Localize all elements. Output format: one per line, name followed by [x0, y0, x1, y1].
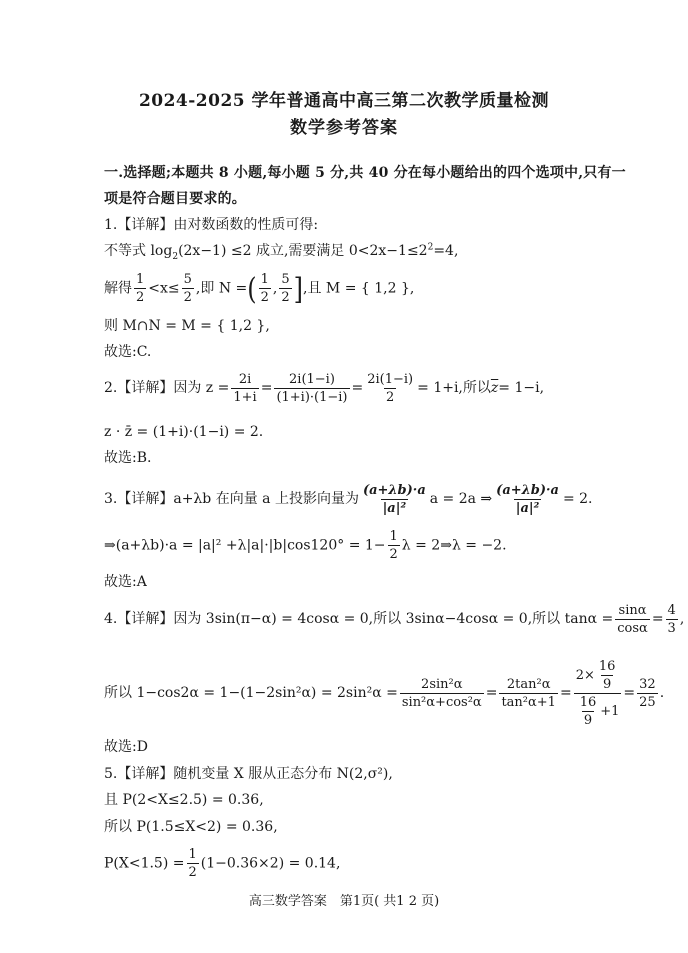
q3-frac1-n: (a+λb)·a: [362, 482, 426, 498]
q3-line2: [104, 528, 507, 563]
q2-tail-post: = 1−i,: [498, 380, 545, 396]
q3-line2-post: λ = 2⇒λ = −2.: [401, 537, 507, 554]
q1-line1: [104, 241, 458, 261]
q4-f2: [499, 676, 558, 711]
q4-tan-frac: [615, 602, 650, 637]
q1-solve-pre: 解得: [104, 280, 132, 297]
q4-result-d: 25: [639, 694, 656, 710]
q1-solve-post: ,且 M = { 1,2 },: [303, 280, 415, 297]
q1-int-lo-d: 2: [260, 290, 269, 305]
q2-tail-pre: = 1+i,所以: [417, 380, 491, 396]
q5-line2: 所以 P(1.5≤X<2) = 0.36,: [104, 819, 278, 835]
q3-frac2-d: |a|²: [515, 500, 540, 516]
q4-result-n: 32: [639, 676, 656, 692]
q4-f1-n: 2sin²α: [421, 676, 463, 692]
q3-frac2: [494, 482, 561, 517]
q4-answer: 故选:D: [104, 739, 148, 755]
q3-half: [388, 528, 400, 563]
page-footer: 高三数学答案 第1页( 共1 2 页): [248, 894, 440, 909]
q1-line1-mid: (2x−1) ≤2 成立,需要满足 0<2x−1≤2: [178, 243, 428, 259]
q4-f3-bot-d: 9: [583, 712, 593, 728]
q3-mid: a = 2a ⇒: [429, 491, 493, 507]
q2-label: 2.【详解】因为 z =: [104, 380, 230, 396]
q3-label: 3.【详解】a+λb 在向量 a 上投影向量为: [104, 491, 359, 507]
q5-line3-post: (1−0.36×2) = 0.14,: [200, 855, 341, 872]
q4-f2-d: tan²α+1: [501, 694, 556, 710]
q4-f3-top-d: 9: [603, 676, 612, 692]
q2-frac1-n: 2i: [238, 371, 252, 387]
q4-f3-d: [574, 693, 622, 729]
q3-frac2-n: (a+λb)·a: [496, 482, 559, 498]
q1-int-hi-d: 2: [281, 290, 290, 305]
q1-frac-half: [134, 271, 146, 306]
q3-half-d: 2: [389, 547, 398, 562]
q4-f1: [400, 676, 484, 711]
q1-left-bracket: (: [247, 271, 257, 306]
q2-answer: 故选:B.: [104, 450, 152, 466]
q1-int-hi: [279, 271, 291, 306]
q2-line1: 2.【详解】因为 z = $\frac{2i}{1+i}$ = $\frac{2i(1-i)}{(1+i)\cdot(1-i)}$ = $\frac{2i(1-i)}{2}$ = 1+i,所以$\overline{z}= 1-i$,: [104, 371, 545, 405]
q1-answer: 故选:C.: [104, 344, 152, 360]
q1-frac-half-d: 2: [136, 290, 145, 305]
q4-line2-pre: 所以 1−cos2α = 1−(1−2sin²α) = 2sin²α =: [104, 685, 398, 701]
q1-frac-52-n: 5: [183, 272, 192, 287]
q1-solve-mid: <x≤: [148, 280, 180, 297]
q1-int-hi-n: 5: [281, 272, 290, 287]
page-subtitle: 数学参考答案: [290, 118, 398, 138]
q1-int-lo-n: 1: [260, 272, 269, 287]
page-title: 2024-2025 学年普通高中高三第二次教学质量检测: [138, 91, 550, 111]
q4-line1: 4.【详解】因为 3sin(π−α) = 4cosα = 0,所以 3sinα−4cosα = 0,所以 tanα = $\frac{\sin\alpha}{\cos\alpha}$ = $\frac{4}{3}$ ,: [104, 602, 685, 636]
q2-zbar: $\overline{z}$: [490, 380, 499, 396]
q4-f2-n: 2tan²α: [506, 676, 551, 692]
q2-frac1-d: 1+i: [233, 389, 257, 405]
q4-tan-v-n: 4: [667, 602, 676, 618]
q4-f3-bot-frac: [578, 694, 599, 729]
q2-frac1: [231, 371, 258, 406]
q1-frac-52-d: 2: [183, 290, 192, 305]
q4-result: [637, 676, 658, 711]
q3-half-n: 1: [389, 529, 398, 544]
section-heading: 一.选择题;本题共 8 小题,每小题 5 分,共 40 分在每小题给出的四个选项中,只有一项是符合题目要求的。: [104, 165, 626, 207]
q2-frac3-n: 2i(1−i): [367, 371, 414, 387]
q4-f3-n: [574, 658, 622, 693]
q4-line2: 所以 1−cos2α = 1−(1−2sin²α) = 2sin²α = $\frac{\text{2sin²α}}{\text{sin²α+cos²α}}$ = $\frac{\text{2tan²α}}{\text{tan²α+1}}$ = 2× $\frac{16}{9}$ $\frac{16}{9}$ +1 = $\frac{32}{25}$ .: [104, 658, 665, 728]
q2-frac2-n: 2i(1−i): [289, 371, 335, 387]
q3-frac1-d: |a|²: [382, 500, 407, 516]
q1-label: 1.【详解】由对数函数的性质可得:: [104, 217, 319, 233]
q4-tan-value: [666, 602, 678, 637]
q1-right-bracket: ]: [293, 271, 304, 306]
q1-line1-pre: 不等式 log: [104, 243, 173, 259]
q3-line2-pre: ⇒(a+λb)·a = |a|² +λ|a|·|b|cos120° = 1−: [104, 537, 386, 554]
q1-line1-post: =4,: [433, 243, 459, 259]
q4-tan-v-d: 3: [667, 620, 676, 636]
q1-power: 2: [427, 242, 434, 253]
q4-f3-top-pre: 2×: [575, 667, 595, 683]
q1-intersect: 则 M∩N = M = { 1,2 },: [104, 318, 270, 334]
q4-f3: [574, 658, 622, 729]
q2-frac2-d: (1+i)·(1−i): [276, 389, 348, 405]
q1-solve-n: ,即 N =: [195, 280, 248, 297]
q3-frac1: [361, 482, 428, 517]
q2-conj: z · z̄ = (1+i)·(1−i) = 2.: [104, 424, 264, 440]
q5-line3: [104, 846, 340, 881]
q1-solve-line: 解得 $\frac{1}{2}$ <x≤ $\frac{5}{2}$ ,即 N =( $\frac{1}{2}$ , $\frac{5}{2}$ ],且 M = { 1,2 },: [104, 271, 414, 306]
q5-line3-pre: P(X<1.5) =: [104, 855, 185, 872]
q2-frac3: [365, 371, 415, 406]
q3-answer: 故选:A: [104, 574, 147, 590]
q4-f3-top-n: 16: [598, 658, 616, 674]
q4-f3-top-frac: [597, 658, 618, 693]
q3-tail: = 2.: [562, 491, 593, 507]
q4-tan-d: cosα: [617, 620, 648, 636]
q5-half-d: 2: [188, 865, 197, 880]
q4-f1-d: sin²α+cos²α: [401, 694, 482, 710]
q4-label: 4.【详解】因为 3sin(π−α) = 4cosα = 0,所以 3sinα−4cosα = 0,所以 tanα =: [104, 611, 614, 627]
q4-f3-bot-n: 16: [579, 694, 597, 710]
q5-line1: 且 P(2<X≤2.5) = 0.36,: [104, 792, 264, 808]
q5-label: 5.【详解】随机变量 X 服从正态分布 N(2,σ²),: [104, 766, 393, 782]
q5-half: [187, 846, 199, 881]
q5-half-n: 1: [188, 847, 197, 862]
q4-tan-n: sinα: [618, 602, 647, 618]
q1-log-base: 2: [172, 251, 179, 262]
q4-f3-bot-post: +1: [600, 703, 620, 719]
q1-frac-half-n: 1: [136, 272, 145, 287]
q1-frac-52: [182, 271, 194, 306]
q2-frac2: [274, 371, 349, 406]
q1-int-lo: [259, 271, 271, 306]
q2-frac3-d: 2: [386, 389, 395, 405]
q3-line1: [104, 480, 593, 518]
